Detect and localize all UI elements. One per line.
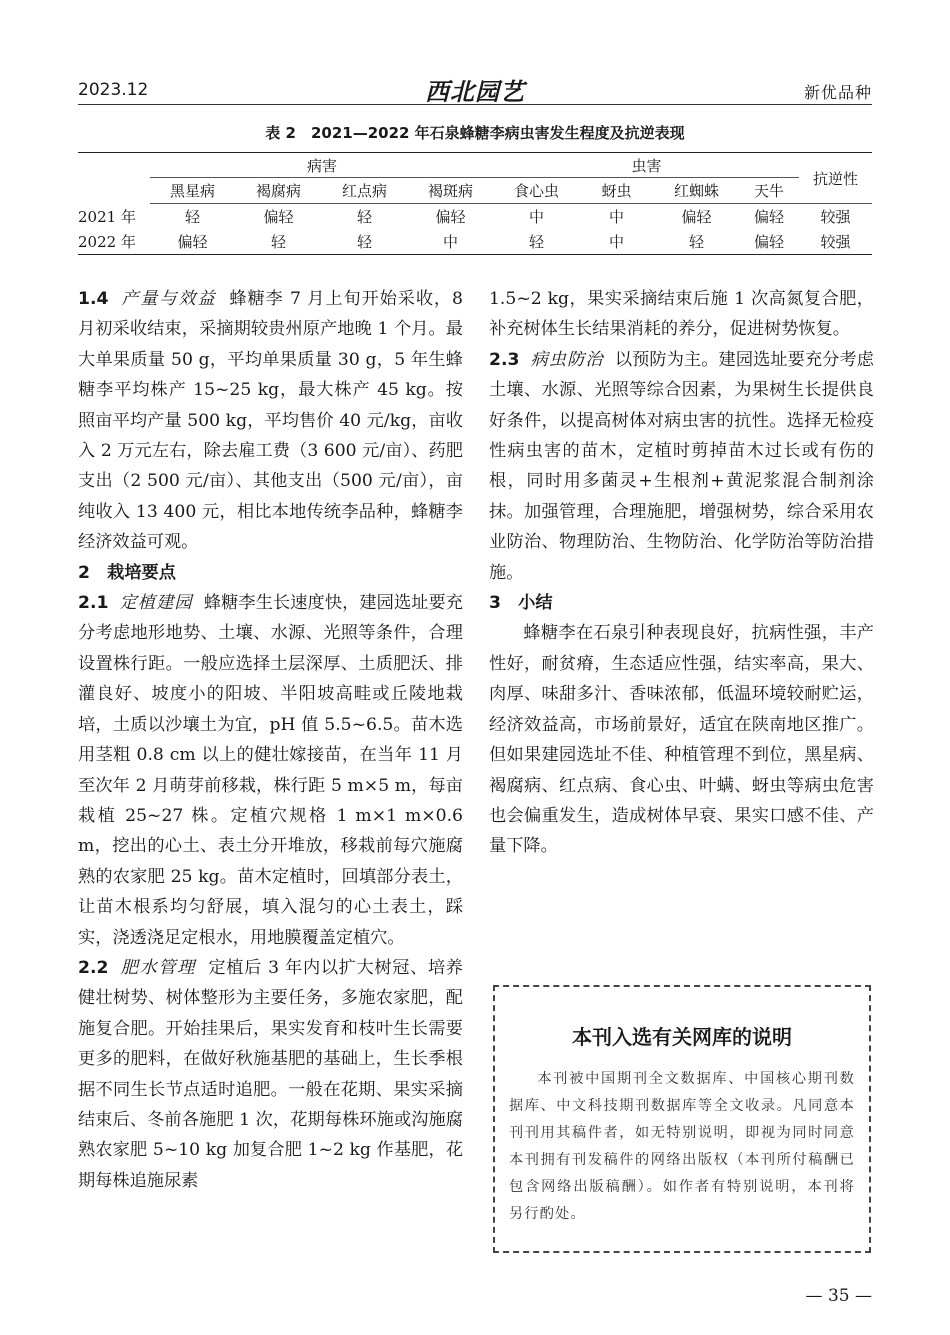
page-number: — 35 — <box>805 1286 872 1306</box>
group-pest: 虫害 <box>494 153 799 178</box>
section-2-3 <box>489 345 874 588</box>
header-date: 2023.12 <box>78 80 149 100</box>
journal-logo: 西北园艺 <box>425 77 525 106</box>
table-cell: 轻 <box>184 208 200 226</box>
pest-disease-table <box>78 152 872 255</box>
col-header: 红点病 <box>322 178 407 204</box>
table-title: 表 2 2021—2022 年石泉蜂糖李病虫害发生程度及抗逆表现 <box>265 124 685 142</box>
row-year: 2021 年 <box>78 207 136 226</box>
subsection-number: 2.1 <box>78 593 109 614</box>
subsection-number: 2.3 <box>489 349 520 370</box>
table-cell: 轻 <box>654 229 739 255</box>
table-cell: 轻 <box>494 229 579 255</box>
right-column <box>489 284 874 862</box>
subsection-title: 病虫防治 <box>530 349 604 370</box>
table-cell: 偏轻 <box>739 229 799 255</box>
paragraph-text: 定植后 3 年内以扩大树冠、培养健壮树势、树体整形为主要任务，多施农家肥，配施复合肥。开始挂果后，果实发育和枝叶生长需要更多的肥料，在做好秋施基肥的基础上，生长季根据不同生长节点适时追肥。一般在花期、果实采摘结束后、冬前各施肥 1 次，花期每株环施或沟施腐熟农家肥 5~10 kg 加复合肥 1~2 kg 作基肥，花期每株追施尿素 <box>78 957 463 1191</box>
table-header-row-1 <box>78 153 872 178</box>
notice-box <box>493 985 871 1253</box>
section-2-1 <box>78 588 463 953</box>
table-cell: 中 <box>407 229 494 255</box>
table-cell: 轻 <box>322 229 407 255</box>
table-cell: 偏轻 <box>150 229 235 255</box>
col-header: 天牛 <box>739 178 799 204</box>
subsection-number: 2.2 <box>78 957 109 978</box>
section-3-heading: 3 小结 <box>489 593 553 614</box>
paragraph-text: 蜂糖李生长速度快，建园选址要充分考虑地形地势、土壤、水源、光照等条件，合理设置株行距。一般应选择土层深厚、土质肥沃、排灌良好、坡度小的阳坡、半阳坡高畦或丘陵地栽培，土质以沙壤土为宜，pH 值 5.5~6.5。苗木选用茎粗 0.8 cm 以上的健壮嫁接苗，在当年 11 月至次年 2 月萌芽前移栽，株行距 5 m×5 m，每亩栽植 25~27 株。定植穴规格 1 m×1 m×0.6 m，挖出的心土、表土分开堆放，移栽前每穴施腐熟的农家肥 25 kg。苗木定植时，回填部分表土，让苗木根系均匀舒展，填入混匀的心土表土，踩实，浇透浇足定根水，用地膜覆盖定植穴。 <box>78 593 463 948</box>
col-header: 蚜虫 <box>579 178 654 204</box>
table-cell: 偏轻 <box>681 208 712 226</box>
header-section: 新优品种 <box>803 83 872 102</box>
table-row <box>78 229 872 255</box>
col-resistance: 抗逆性 <box>799 153 872 204</box>
table-cell: 偏轻 <box>263 208 294 226</box>
left-column <box>78 284 463 1196</box>
table-corner <box>78 153 150 204</box>
table-cell: 中 <box>579 229 654 255</box>
col-header: 黑星病 <box>150 178 235 204</box>
paragraph-text: 蜂糖李 7 月上旬开始采收，8 月初采收结束，采摘期较贵州原产地晚 1 个月。最大单果质量 50 g，平均单果质量 30 g，5 年生蜂糖李平均株产 15~25 kg，最大株产 45 kg。按照亩平均产量 500 kg，平均售价 40 元/kg，亩收入 2 万元左右，除去雇工费（3 600 元/亩）、药肥支出（2 500 元/亩）、其他支出（500 元/亩），亩纯收入 13 400 元，相比本地传统李品种，蜂糖李经济效益可观。 <box>78 289 463 553</box>
subsection-title: 产量与效益 <box>121 289 217 309</box>
table-cell: 偏轻 <box>753 208 784 226</box>
table-cell: 中 <box>608 208 624 226</box>
table-cell: 较强 <box>820 208 851 226</box>
section-1-4 <box>78 284 463 558</box>
header-rule <box>78 104 872 105</box>
table-header-row-2 <box>78 178 872 204</box>
table-cell: 偏轻 <box>435 208 466 226</box>
table-row <box>78 204 872 230</box>
section-2-heading: 2 栽培要点 <box>78 562 176 583</box>
table-cell: 轻 <box>235 229 322 255</box>
section-2-2-continued: 1.5~2 kg，果实采摘结束后施 1 次高氮复合肥，补充树体生长结果消耗的养分，促进树势恢复。 <box>489 289 874 340</box>
subsection-title: 定植建园 <box>119 593 193 614</box>
col-header: 褐腐病 <box>235 178 322 204</box>
table-cell: 中 <box>528 208 544 226</box>
section-2-2 <box>78 953 463 1196</box>
col-header: 红蜘蛛 <box>654 178 739 204</box>
paragraph-text: 以预防为主。建园选址要充分考虑土壤、水源、光照等综合因素，为果树生长提供良好条件，以提高树体对病虫害的抗性。选择无检疫性病虫害的苗木，定植时剪掉苗木过长或有伤的根，同时用多菌灵+生根剂+黄泥浆混合制剂涂抹。加强管理，合理施肥，增强树势，综合采用农业防治、物理防治、生物防治、化学防治等防治措施。 <box>489 349 874 583</box>
notice-title: 本刊入选有关网库的说明 <box>572 1025 792 1049</box>
group-disease: 病害 <box>150 153 494 178</box>
col-header: 褐斑病 <box>407 178 494 204</box>
row-year: 2022 年 <box>78 229 150 255</box>
subsection-title: 肥水管理 <box>120 957 197 978</box>
table-cell: 轻 <box>356 208 372 226</box>
section-3-text: 蜂糖李在石泉引种表现良好，抗病性强，丰产性好，耐贫瘠，生态适应性强，结实率高，果大、肉厚、味甜多汁、香味浓郁，低温环境较耐贮运，经济效益高，市场前景好，适宜在陕南地区推广。但如果建园选址不佳、种植管理不到位，黑星病、褐腐病、红点病、食心虫、叶螨、蚜虫等病虫危害也会偏重发生，造成树体早衰、果实口感不佳、产量下降。 <box>489 623 874 857</box>
subsection-number: 1.4 <box>78 289 109 309</box>
table-cell: 较强 <box>799 229 872 255</box>
notice-text: 本刊被中国期刊全文数据库、中国核心期刊数据库、中文科技期刊数据库等全文收录。凡同意本刊刊用其稿件者，如无特别说明，即视为同时同意本刊拥有刊发稿件的网络出版权（本刊所付稿酬已包含网络出版稿酬）。如作者有特别说明，本刊将另行酌处。 <box>509 1071 855 1222</box>
col-header: 食心虫 <box>494 178 579 204</box>
